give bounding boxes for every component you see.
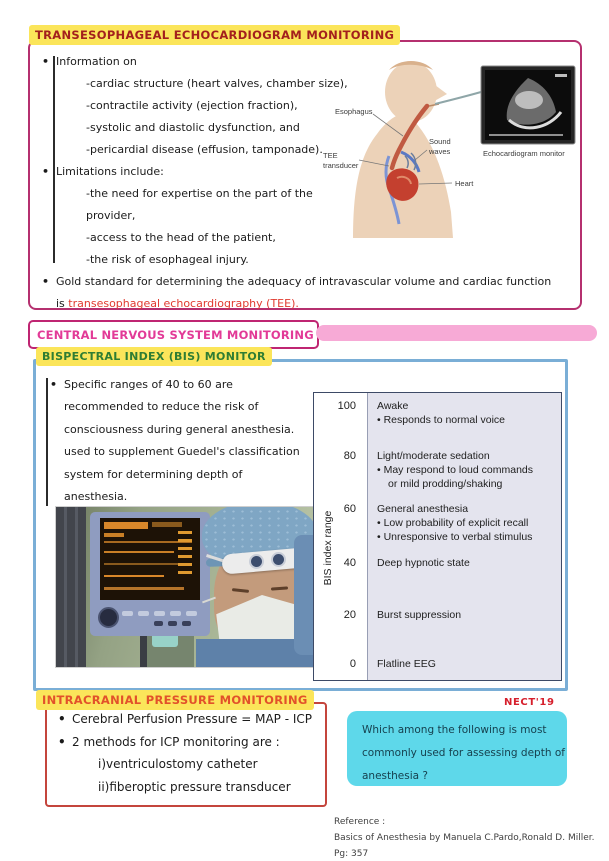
chart-y-axis-label: BIS index range (322, 510, 334, 586)
note-line: • Information on (42, 51, 578, 73)
note-line: system for determining depth of (64, 467, 243, 481)
monitor-button (154, 621, 163, 626)
bis-index-chart (313, 392, 562, 681)
tee-anatomy-illustration (323, 54, 581, 238)
chart-row (314, 496, 561, 550)
state-title: Awake (377, 400, 409, 412)
monitor-button (170, 611, 181, 616)
monitor-knob (98, 607, 119, 628)
screen-trace (104, 551, 174, 553)
note-line: -cardiac structure (heart valves, chamber size), (86, 77, 348, 90)
state-title: Burst suppression (377, 609, 462, 621)
esophagus-label: Esophagus (335, 107, 373, 116)
cns-section-title: CENTRAL NERVOUS SYSTEM MONITORING (37, 327, 314, 342)
heart-label: Heart (455, 179, 474, 188)
note-line: • Cerebral Perfusion Pressure = MAP - ICP (58, 708, 320, 731)
bis-state (367, 550, 561, 602)
tee-bullet-spine (53, 56, 55, 263)
screen-trace (104, 522, 148, 529)
bis-state (367, 496, 561, 550)
state-detail: • May respond to loud commands (377, 464, 534, 476)
photo-arm (294, 535, 313, 655)
bis-value: 40 (343, 557, 356, 569)
monitor-button (138, 611, 149, 616)
note-line: -the need for expertise on the part of the (86, 187, 313, 200)
monitor-button (154, 611, 165, 616)
bis-state (367, 602, 561, 651)
note-line: used to supplement Guedel's classification (64, 445, 300, 459)
state-title: Deep hypnotic state (377, 557, 470, 569)
photo-equipment-rack (56, 507, 86, 667)
bis-monitor-photo (55, 506, 314, 668)
screen-trace (152, 522, 182, 527)
question-line: anesthesia ? (362, 770, 428, 782)
bis-value: 0 (349, 658, 356, 670)
note-line: -access to the head of the patient, (86, 231, 276, 244)
state-title: Light/moderate sedation (377, 450, 490, 462)
bis-value: 100 (337, 400, 356, 412)
note-line: i)ventriculostomy catheter (98, 757, 258, 771)
reference-block (334, 814, 609, 861)
state-detail: • Unresponsive to verbal stimulus (377, 531, 533, 543)
state-detail: or mild prodding/shaking (388, 478, 503, 490)
echo-image-chamber (515, 91, 543, 109)
echo-monitor-caption: Echocardiogram monitor (483, 149, 565, 158)
photo-sensor-electrode (249, 554, 264, 569)
icp-notes (58, 708, 320, 798)
state-title: Flatline EEG (377, 658, 436, 670)
screen-readout (178, 531, 192, 575)
note-line: • Gold standard for determining the adequacy of intravascular volume and cardiac function (42, 271, 578, 293)
bis-value: 80 (343, 450, 356, 462)
echo-screen-marks (555, 74, 567, 77)
note-line: -contractile activity (ejection fraction), (86, 99, 298, 112)
photo-monitor-stand (140, 633, 147, 667)
note-line: • 2 methods for ICP monitoring are : (58, 731, 320, 754)
note-line: provider, (86, 209, 136, 222)
note-line: ii)fiberoptic pressure transducer (98, 779, 291, 794)
note-line: anesthesia. (64, 490, 128, 504)
question-line: Which among the following is most (362, 724, 547, 736)
sound-waves-label: waves (429, 147, 451, 156)
cns-section-title-box (28, 320, 319, 349)
screen-trace (104, 533, 124, 537)
bis-bullet-spine (46, 378, 48, 506)
note-line: recommended to reduce the risk of (64, 400, 259, 414)
reference-text: Basics of Anesthesia by Manuela C.Pardo,Ronald D. Miller. Pg: 357 (334, 833, 595, 859)
monitor-button (122, 611, 133, 616)
chart-row (314, 393, 561, 443)
sound-waves-label: Sound (429, 137, 451, 146)
chart-row (314, 602, 561, 651)
note-line: -the risk of esophageal injury. (86, 253, 249, 266)
note-line: • Specific ranges of 40 to 60 are (50, 374, 312, 396)
reference-label: Reference : (334, 817, 386, 827)
tee-transducer-label: transducer (323, 161, 359, 170)
photo-sensor-electrode (271, 552, 286, 567)
note-line: -systolic and diastolic dysfunction, and (86, 121, 300, 134)
icp-section-title: INTRACRANIAL PRESSURE MONITORING (36, 690, 314, 710)
screen-trace (104, 575, 164, 577)
state-detail: • Low probability of explicit recall (377, 517, 529, 529)
note-line: -pericardial disease (effusion, tamponade). (86, 143, 323, 156)
bis-value: 60 (343, 503, 356, 515)
bis-state (367, 443, 561, 496)
note-line: consciousness during general anesthesia. (64, 422, 295, 436)
exam-year-tag: NECT'19 (504, 697, 555, 708)
question-bubble (347, 711, 567, 786)
note-text: is (56, 297, 65, 310)
note-line (42, 293, 578, 315)
note-line: • Limitations include: (42, 161, 578, 183)
tee-highlighted-term: transesophageal echocardiography (TEE). (68, 297, 299, 310)
chart-row (314, 651, 561, 680)
cns-pink-highlight-bar (316, 325, 597, 341)
question-line: commonly used for assessing depth of (362, 747, 565, 759)
bis-state (367, 651, 561, 680)
bis-state (367, 393, 561, 443)
bis-notes (50, 374, 312, 508)
bis-value: 20 (343, 609, 356, 621)
monitor-button (168, 621, 177, 626)
echo-screen-marks (489, 134, 563, 136)
state-detail: • Responds to normal voice (377, 414, 505, 426)
screen-trace (104, 587, 184, 590)
tee-transducer-label: TEE (323, 151, 338, 160)
chart-row (314, 443, 561, 496)
bis-section-title: BISPECTRAL INDEX (BIS) MONITOR (36, 347, 272, 366)
head-shape (385, 62, 437, 122)
chart-row (314, 550, 561, 602)
tee-section-title: TRANSESOPHAGEAL ECHOCARDIOGRAM MONITORING (29, 25, 400, 45)
monitor-button (186, 611, 197, 616)
monitor-button (182, 621, 191, 626)
state-title: General anesthesia (377, 503, 469, 515)
